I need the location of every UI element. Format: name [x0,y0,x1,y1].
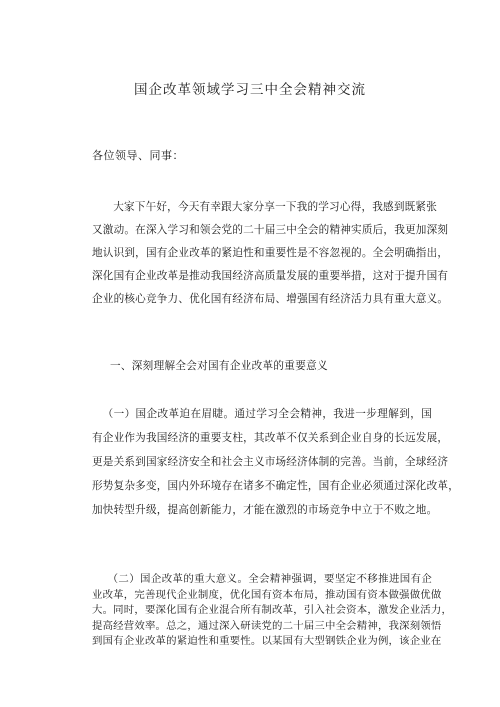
paragraph-line: 又激动。在深入学习和领会党的二十届三中全会的精神实质后，我更加深刻 [92,224,449,236]
paragraph-line: 形势复杂多变，国内外环境存在诸多不确定性，国有企业必须通过深化改革， [92,480,459,492]
paragraph-line: 加快转型升级，提高创新能力，才能在激烈的市场竞争中立于不败之地。 [92,504,438,516]
paragraph-urgency [92,402,459,522]
paragraph-intro [92,196,449,311]
greeting: 各位领导、同事： [92,149,184,162]
paragraph-line: （二）国企改革的重大意义。全会精神强调，要坚定不移推进国有企 [107,573,432,585]
paragraph-line: （一）国企改革迫在眉睫。通过学习全会精神，我进一步理解到，国 [102,408,432,420]
paragraph-line: 大家下午好，今天有幸跟大家分享一下我的学习心得，我感到既紧张 [113,201,437,213]
section-heading: 一、深刻理解全会对国有企业改革的重要意义 [110,360,328,372]
paragraph-line: 企业的核心竞争力、优化国有经济布局、增强国有经济活力具有重大意义。 [92,293,449,305]
paragraph-line: 提高经营效率。总之，通过深入研读党的二十届三中全会精神，我深刻领悟 [92,619,442,632]
paragraph-significance [92,572,453,650]
paragraph-line: 深化国有企业改革是推动我国经济高质量发展的重要举措，这对于提升国有 [92,270,449,282]
paragraph-line: 业改革，完善现代企业制度，优化国有资本布局，推动国有资本做强做优做 [92,588,442,601]
paragraph-line: 大。同时，要深化国有企业混合所有制改革，引入社会资本，激发企业活力， [92,604,453,616]
document-title: 国企改革领域学习三中全会精神交流 [134,82,366,98]
paragraph-line: 地认识到，国有企业改革的紧迫性和重要性是不容忽视的。全会明确指出， [92,247,449,259]
paragraph-line: 更是关系到国家经济安全和社会主义市场经济体制的完善。当前，全球经济 [92,456,449,468]
paragraph-line: 到国有企业改革的紧迫性和重要性。以某国有大型钢铁企业为例，该企业在 [92,635,442,647]
paragraph-line: 有企业作为我国经济的重要支柱，其改革不仅关系到企业自身的长远发展， [92,432,449,444]
